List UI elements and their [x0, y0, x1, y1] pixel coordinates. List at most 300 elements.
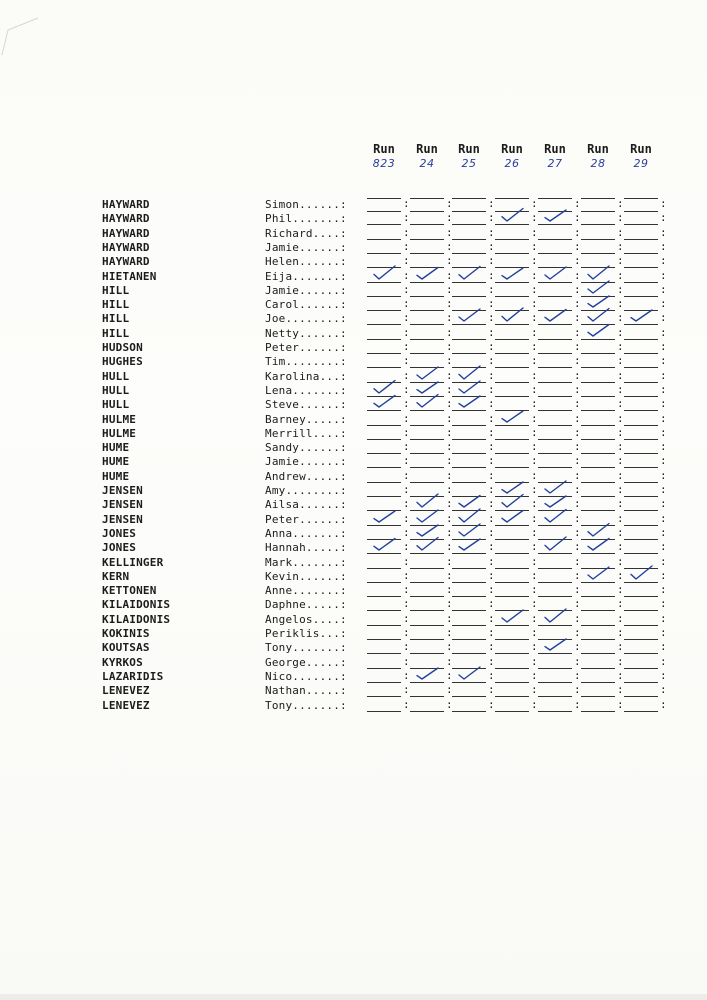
- attendance-cell[interactable]: [367, 413, 401, 426]
- attendance-cell[interactable]: [581, 212, 615, 225]
- separator-colon: :: [446, 382, 453, 396]
- separator-colon: :: [403, 297, 410, 311]
- attendance-cell[interactable]: [495, 384, 529, 397]
- attendance-cell[interactable]: [538, 427, 572, 440]
- separator-colon: :: [660, 311, 667, 325]
- separator-colon: :: [660, 368, 667, 382]
- checkmark-icon: [624, 564, 658, 582]
- attendance-cell[interactable]: [367, 441, 401, 454]
- attendance-cell[interactable]: [538, 656, 572, 669]
- attendance-cell[interactable]: [624, 255, 658, 268]
- attendance-cell[interactable]: [624, 656, 658, 669]
- separator-colon: :: [446, 640, 453, 654]
- attendance-cell[interactable]: [624, 241, 658, 254]
- attendance-cell[interactable]: [452, 570, 486, 583]
- attendance-cell[interactable]: [624, 427, 658, 440]
- attendance-cell[interactable]: [495, 670, 529, 683]
- separator-colon: :: [446, 297, 453, 311]
- attendance-cell[interactable]: [367, 227, 401, 240]
- attendance-cell[interactable]: [624, 270, 658, 283]
- attendance-cell[interactable]: [452, 598, 486, 611]
- separator-colon: :: [488, 282, 495, 296]
- separator-colon: :: [488, 440, 495, 454]
- first-name: Merrill....:: [265, 426, 347, 440]
- separator-colon: :: [531, 626, 538, 639]
- separator-colon: :: [660, 325, 667, 339]
- attendance-cell[interactable]: [624, 370, 658, 383]
- attendance-cell[interactable]: [410, 441, 444, 454]
- attendance-cell[interactable]: [624, 355, 658, 368]
- separator-colon: :: [531, 554, 538, 568]
- attendance-cell[interactable]: [410, 556, 444, 569]
- attendance-cell[interactable]: [581, 684, 615, 697]
- attendance-cell[interactable]: [452, 327, 486, 340]
- table-row: [0, 455, 707, 469]
- page-edge: [0, 994, 707, 1000]
- attendance-cell[interactable]: [538, 699, 572, 712]
- attendance-cell[interactable]: [538, 384, 572, 397]
- attendance-cell[interactable]: [495, 241, 529, 254]
- table-row: [0, 355, 707, 369]
- attendance-cell[interactable]: [495, 427, 529, 440]
- attendance-cell[interactable]: [624, 341, 658, 354]
- attendance-cell[interactable]: [410, 212, 444, 225]
- attendance-cell[interactable]: [367, 470, 401, 483]
- attendance-cell[interactable]: [367, 684, 401, 697]
- attendance-cell[interactable]: [410, 298, 444, 311]
- separator-colon: :: [446, 239, 453, 253]
- attendance-cell[interactable]: [624, 398, 658, 411]
- attendance-cell[interactable]: [538, 327, 572, 340]
- attendance-cell[interactable]: [581, 355, 615, 368]
- attendance-cell[interactable]: [367, 670, 401, 683]
- separator-colon: :: [403, 554, 410, 568]
- attendance-cell[interactable]: [581, 498, 615, 511]
- separator-colon: :: [403, 368, 410, 382]
- separator-colon: :: [660, 297, 667, 311]
- first-name: Sandy......:: [265, 441, 347, 455]
- attendance-cell[interactable]: [538, 355, 572, 368]
- attendance-cell[interactable]: [410, 613, 444, 626]
- separator-colon: :: [660, 583, 667, 597]
- checkmark-icon: [410, 664, 444, 682]
- separator-colon: :: [617, 525, 624, 539]
- attendance-cell[interactable]: [624, 455, 658, 468]
- separator-colon: :: [531, 511, 538, 525]
- attendance-cell[interactable]: [624, 684, 658, 697]
- separator-colon: :: [403, 440, 410, 454]
- attendance-cell[interactable]: [452, 699, 486, 712]
- attendance-cell[interactable]: [410, 341, 444, 354]
- attendance-cell[interactable]: [495, 341, 529, 354]
- attendance-cell[interactable]: [495, 684, 529, 697]
- attendance-cell[interactable]: [452, 212, 486, 225]
- attendance-cell[interactable]: [538, 556, 572, 569]
- checkmark-icon: [538, 607, 572, 625]
- attendance-cell[interactable]: [538, 670, 572, 683]
- attendance-cell[interactable]: [495, 355, 529, 368]
- attendance-cell[interactable]: [410, 470, 444, 483]
- attendance-cell[interactable]: [495, 327, 529, 340]
- attendance-cell[interactable]: [581, 413, 615, 426]
- attendance-cell[interactable]: [495, 441, 529, 454]
- surname: KILAIDONIS: [102, 598, 171, 612]
- attendance-cell[interactable]: [452, 584, 486, 597]
- separator-colon: :: [574, 254, 581, 268]
- attendance-cell[interactable]: [581, 398, 615, 411]
- attendance-cell[interactable]: [581, 441, 615, 454]
- attendance-cell[interactable]: [624, 598, 658, 611]
- attendance-cell[interactable]: [495, 584, 529, 597]
- attendance-cell[interactable]: [624, 227, 658, 240]
- attendance-cell[interactable]: [367, 627, 401, 640]
- table-row: [0, 427, 707, 441]
- checkmark-icon: [581, 535, 615, 553]
- separator-colon: :: [660, 197, 667, 210]
- attendance-cell[interactable]: [495, 656, 529, 669]
- separator-colon: :: [403, 511, 410, 525]
- attendance-cell[interactable]: [581, 370, 615, 383]
- attendance-cell[interactable]: [410, 198, 444, 212]
- attendance-cell[interactable]: [452, 641, 486, 654]
- attendance-cell[interactable]: [581, 470, 615, 483]
- separator-colon: :: [617, 440, 624, 454]
- attendance-cell[interactable]: [624, 441, 658, 454]
- attendance-cell[interactable]: [624, 541, 658, 554]
- surname: HULL: [102, 398, 130, 412]
- attendance-cell[interactable]: [538, 370, 572, 383]
- attendance-cell[interactable]: [624, 699, 658, 712]
- attendance-cell[interactable]: [538, 684, 572, 697]
- attendance-cell[interactable]: [581, 341, 615, 354]
- separator-colon: :: [531, 597, 538, 611]
- table-row: [0, 613, 707, 627]
- separator-colon: :: [574, 654, 581, 668]
- surname: HULME: [102, 412, 137, 426]
- attendance-cell[interactable]: [581, 613, 615, 626]
- attendance-cell[interactable]: [367, 341, 401, 354]
- separator-colon: :: [660, 511, 667, 525]
- attendance-cell[interactable]: [452, 427, 486, 440]
- separator-colon: :: [574, 354, 581, 368]
- attendance-cell[interactable]: [367, 198, 401, 212]
- attendance-cell[interactable]: [367, 484, 401, 497]
- attendance-cell[interactable]: [495, 570, 529, 583]
- attendance-cell[interactable]: [367, 556, 401, 569]
- attendance-cell[interactable]: [624, 513, 658, 526]
- attendance-cell[interactable]: [452, 627, 486, 640]
- run-number: 24: [419, 157, 435, 170]
- table-row: [0, 584, 707, 598]
- attendance-cell[interactable]: [452, 441, 486, 454]
- attendance-cell[interactable]: [624, 198, 658, 212]
- table-row: [0, 656, 707, 670]
- attendance-cell[interactable]: [452, 613, 486, 626]
- first-name: Ailsa......:: [265, 498, 347, 512]
- checkmark-icon: [538, 535, 572, 553]
- separator-colon: :: [531, 483, 538, 496]
- separator-colon: :: [660, 225, 667, 239]
- table-row: [0, 641, 707, 655]
- attendance-cell[interactable]: [495, 541, 529, 554]
- attendance-cell[interactable]: [410, 241, 444, 254]
- first-name: Periklis...:: [265, 627, 347, 640]
- separator-colon: :: [660, 254, 667, 268]
- separator-colon: :: [446, 282, 453, 296]
- attendance-cell[interactable]: [581, 484, 615, 497]
- separator-colon: :: [488, 297, 495, 311]
- attendance-cell[interactable]: [452, 198, 486, 212]
- attendance-cell[interactable]: [452, 455, 486, 468]
- surname: HILL: [102, 312, 130, 326]
- attendance-cell[interactable]: [581, 384, 615, 397]
- attendance-cell[interactable]: [538, 584, 572, 597]
- surname: HAYWARD: [102, 198, 150, 211]
- attendance-cell[interactable]: [495, 284, 529, 297]
- attendance-cell[interactable]: [367, 584, 401, 597]
- attendance-cell[interactable]: [538, 284, 572, 297]
- attendance-cell[interactable]: [367, 613, 401, 626]
- attendance-cell[interactable]: [624, 613, 658, 626]
- attendance-cell[interactable]: [581, 641, 615, 654]
- attendance-cell[interactable]: [410, 327, 444, 340]
- attendance-cell[interactable]: [581, 670, 615, 683]
- attendance-cell[interactable]: [410, 699, 444, 712]
- run-header: [621, 142, 661, 170]
- attendance-cell[interactable]: [538, 441, 572, 454]
- attendance-cell[interactable]: [367, 327, 401, 340]
- attendance-cell[interactable]: [624, 670, 658, 683]
- run-label: Run: [458, 142, 480, 156]
- attendance-cell[interactable]: [367, 241, 401, 254]
- attendance-cell[interactable]: [581, 627, 615, 640]
- attendance-cell[interactable]: [581, 227, 615, 240]
- separator-colon: :: [446, 583, 453, 597]
- separator-colon: :: [488, 425, 495, 439]
- attendance-cell[interactable]: [624, 413, 658, 426]
- attendance-cell[interactable]: [581, 241, 615, 254]
- attendance-cell[interactable]: [624, 527, 658, 540]
- attendance-cell[interactable]: [410, 570, 444, 583]
- table-row: [0, 341, 707, 355]
- separator-colon: :: [574, 540, 581, 554]
- attendance-cell[interactable]: [410, 227, 444, 240]
- separator-colon: :: [531, 697, 538, 711]
- attendance-cell[interactable]: [367, 312, 401, 325]
- attendance-cell[interactable]: [624, 627, 658, 640]
- attendance-cell[interactable]: [624, 384, 658, 397]
- run-header: [492, 142, 532, 170]
- separator-colon: :: [531, 640, 538, 654]
- separator-colon: :: [531, 454, 538, 468]
- table-row: [0, 212, 707, 226]
- attendance-cell[interactable]: [410, 427, 444, 440]
- attendance-cell[interactable]: [538, 455, 572, 468]
- surname: HUME: [102, 469, 130, 483]
- attendance-cell[interactable]: [624, 641, 658, 654]
- separator-colon: :: [660, 340, 667, 353]
- separator-colon: :: [403, 211, 410, 225]
- surname: HILL: [102, 298, 130, 312]
- separator-colon: :: [446, 497, 453, 511]
- attendance-cell[interactable]: [624, 484, 658, 497]
- attendance-cell[interactable]: [624, 327, 658, 340]
- attendance-cell[interactable]: [367, 298, 401, 311]
- attendance-cell[interactable]: [538, 227, 572, 240]
- attendance-cell[interactable]: [624, 284, 658, 297]
- attendance-cell[interactable]: [581, 584, 615, 597]
- separator-colon: :: [488, 382, 495, 396]
- attendance-cell[interactable]: [495, 641, 529, 654]
- attendance-cell[interactable]: [367, 570, 401, 583]
- table-row: [0, 441, 707, 455]
- attendance-cell[interactable]: [367, 641, 401, 654]
- separator-colon: :: [574, 597, 581, 611]
- attendance-cell[interactable]: [495, 370, 529, 383]
- attendance-cell[interactable]: [495, 556, 529, 569]
- attendance-cell[interactable]: [410, 455, 444, 468]
- attendance-cell[interactable]: [452, 341, 486, 354]
- separator-colon: :: [403, 497, 410, 511]
- attendance-cell[interactable]: [367, 699, 401, 712]
- attendance-cell[interactable]: [452, 470, 486, 483]
- attendance-cell[interactable]: [367, 212, 401, 225]
- attendance-cell[interactable]: [495, 627, 529, 640]
- surname: HILL: [102, 283, 130, 297]
- separator-colon: :: [531, 468, 538, 482]
- attendance-cell[interactable]: [452, 413, 486, 426]
- attendance-cell[interactable]: [495, 455, 529, 468]
- attendance-cell[interactable]: [538, 241, 572, 254]
- separator-colon: :: [403, 668, 410, 682]
- surname: HAYWARD: [102, 240, 150, 254]
- table-row: [0, 370, 707, 384]
- first-name: Barney.....:: [265, 412, 347, 426]
- separator-colon: :: [446, 440, 453, 454]
- attendance-cell[interactable]: [495, 699, 529, 712]
- attendance-cell[interactable]: [624, 470, 658, 483]
- first-name: Eija.......:: [265, 269, 347, 283]
- attendance-cell[interactable]: [410, 284, 444, 297]
- separator-colon: :: [617, 668, 624, 682]
- separator-colon: :: [403, 197, 410, 210]
- attendance-cell[interactable]: [410, 312, 444, 325]
- checkmark-icon: [367, 392, 401, 410]
- separator-colon: :: [403, 626, 410, 639]
- attendance-cell[interactable]: [367, 284, 401, 297]
- checkmark-icon: [538, 306, 572, 324]
- separator-colon: :: [531, 211, 538, 225]
- separator-colon: :: [488, 540, 495, 554]
- surname: HUDSON: [102, 341, 143, 354]
- separator-colon: :: [574, 525, 581, 539]
- attendance-cell[interactable]: [581, 455, 615, 468]
- separator-colon: :: [660, 697, 667, 711]
- checkmark-icon: [624, 306, 658, 324]
- separator-colon: :: [531, 239, 538, 253]
- separator-colon: :: [660, 282, 667, 296]
- run-header: [449, 142, 489, 170]
- attendance-cell[interactable]: [410, 641, 444, 654]
- separator-colon: :: [403, 411, 410, 425]
- separator-colon: :: [403, 654, 410, 668]
- attendance-cell[interactable]: [624, 212, 658, 225]
- attendance-cell[interactable]: [410, 598, 444, 611]
- first-name: Daphne.....:: [265, 598, 347, 612]
- separator-colon: :: [531, 225, 538, 239]
- attendance-cell[interactable]: [452, 241, 486, 254]
- attendance-cell[interactable]: [452, 284, 486, 297]
- separator-colon: :: [660, 626, 667, 639]
- attendance-cell[interactable]: [410, 413, 444, 426]
- separator-colon: :: [488, 268, 495, 282]
- separator-colon: :: [617, 254, 624, 268]
- separator-colon: :: [403, 568, 410, 582]
- first-name: Tony.......:: [265, 641, 347, 655]
- separator-colon: :: [617, 497, 624, 511]
- attendance-cell[interactable]: [367, 656, 401, 669]
- separator-colon: :: [446, 483, 453, 496]
- attendance-cell[interactable]: [581, 598, 615, 611]
- attendance-cell[interactable]: [495, 527, 529, 540]
- separator-colon: :: [403, 325, 410, 339]
- attendance-cell[interactable]: [538, 570, 572, 583]
- attendance-cell[interactable]: [367, 455, 401, 468]
- separator-colon: :: [446, 611, 453, 625]
- first-name: George.....:: [265, 655, 347, 669]
- separator-colon: :: [403, 282, 410, 296]
- first-name: Richard....:: [265, 226, 347, 240]
- attendance-cell[interactable]: [452, 556, 486, 569]
- checkmark-icon: [495, 607, 529, 625]
- attendance-cell[interactable]: [367, 355, 401, 368]
- attendance-cell[interactable]: [495, 227, 529, 240]
- attendance-cell[interactable]: [452, 227, 486, 240]
- attendance-cell[interactable]: [581, 198, 615, 212]
- separator-colon: :: [617, 282, 624, 296]
- surname: HUGHES: [102, 355, 143, 369]
- attendance-cell[interactable]: [624, 584, 658, 597]
- attendance-cell[interactable]: [410, 627, 444, 640]
- attendance-cell[interactable]: [367, 598, 401, 611]
- attendance-cell[interactable]: [581, 427, 615, 440]
- separator-colon: :: [617, 297, 624, 311]
- separator-colon: :: [660, 668, 667, 682]
- attendance-cell[interactable]: [624, 498, 658, 511]
- first-name: Andrew.....:: [265, 469, 347, 483]
- separator-colon: :: [403, 382, 410, 396]
- run-label: Run: [630, 142, 652, 156]
- separator-colon: :: [446, 597, 453, 611]
- separator-colon: :: [531, 525, 538, 539]
- attendance-cell[interactable]: [538, 341, 572, 354]
- checkmark-icon: [495, 507, 529, 525]
- attendance-cell[interactable]: [452, 684, 486, 697]
- attendance-cell[interactable]: [581, 656, 615, 669]
- attendance-cell[interactable]: [538, 413, 572, 426]
- surname: LENEVEZ: [102, 698, 150, 712]
- attendance-cell[interactable]: [581, 699, 615, 712]
- attendance-cell[interactable]: [410, 584, 444, 597]
- table-row: [0, 699, 707, 713]
- separator-colon: :: [446, 325, 453, 339]
- attendance-cell[interactable]: [367, 427, 401, 440]
- attendance-cell[interactable]: [538, 398, 572, 411]
- separator-colon: :: [660, 397, 667, 411]
- checkmark-icon: [410, 392, 444, 410]
- separator-colon: :: [531, 654, 538, 668]
- attendance-cell[interactable]: [410, 684, 444, 697]
